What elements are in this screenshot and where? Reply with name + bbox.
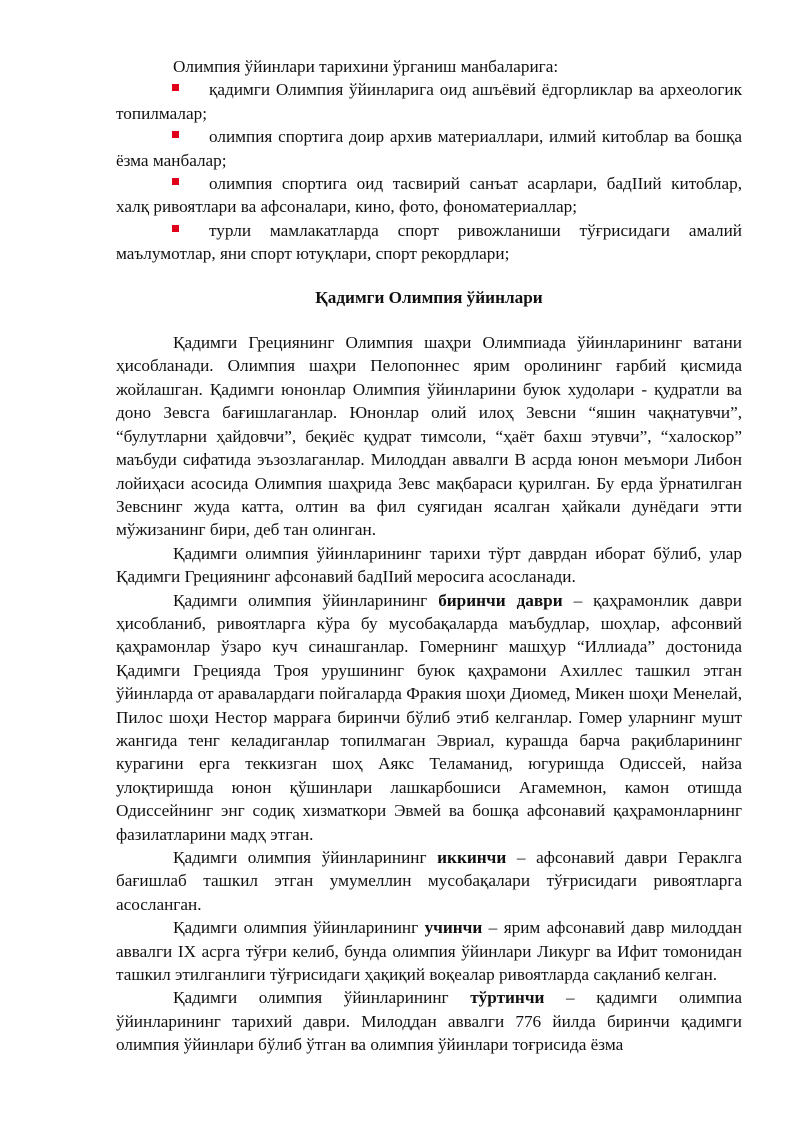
paragraph-lead: Қадимги олимпия ўйинларининг — [173, 848, 438, 867]
bullet-square-icon — [172, 84, 179, 91]
list-item — [116, 172, 742, 219]
list-item-text: олимпия спортига оид тасвирий санъат асарлари, бадIIий китоблар, халқ ривоятлари ва афсоналари, кино, фото, фономатериаллар; — [116, 174, 742, 217]
list-item-text: қадимги Олимпия ўйинларига оид ашъёвий ёдгорликлар ва археологик топилмалар; — [116, 80, 742, 123]
paragraph-lead: Қадимги олимпия ўйинларининг — [173, 590, 439, 610]
bullet-square-icon — [172, 225, 179, 232]
bullet-square-icon — [172, 131, 179, 138]
paragraph-lead: Қадимги олимпия ўйинларининг — [173, 918, 425, 938]
paragraph-third-period — [116, 916, 742, 986]
paragraph-fourth-period — [116, 986, 742, 1056]
paragraph-rest: – қаҳрамонлик даври ҳисобланиб, ривоятларга кўра бу мусобақаларда маъбудлар, шоҳлар, афсонвий қаҳрамонлар ўзаро куч синашганлар. Гомернинг машҳур “Иллиада” достонида Қадимги Грецияда Троя урушининг буюк қаҳрамони Ахиллес ташкил этган ўйинларда от аравалардаги пойгаларда Фракия шоҳи Диомед, Микен шоҳи Менелай, Пилос шоҳи Нестор марраға биринчи бўлиб этиб келганлар. Гомер уларнинг мушт жангида тенг келадиганлар топилмаган Эвриал, курашда барча рақибларининг курагини ерга теккизган шоҳ Аякс Теламанид, югуришда Одиссей, найза улоқтиришда юнон қўшинлари лашкарбошиси Агамемнон, камон отишда Одиссейнинг энг содиқ хизматкори Эвмей ва бошқа афсонавий қаҳрамонларнинг фазилатларини мадҳ этган. — [116, 590, 742, 844]
paragraph-four-periods: Қадимги олимпия ўйинларининг тарихи тўрт даврдан иборат бўлиб, улар Қадимги Грециянинг афсонавий бадIIий меросига асосланади. — [116, 543, 742, 587]
list-item — [116, 219, 742, 266]
paragraph-rest: – афсонавий даври Гераклга бағишлаб ташкил этган умумеллин мусобақалари тўғрисидаги ривоятларга асосланган. — [116, 848, 742, 914]
list-item — [116, 125, 742, 172]
period-term: тўртинчи — [470, 988, 545, 1008]
list-item-text: турли мамлакатларда спорт ривожланиши тўғрисидаги амалий маълумотлар, яни спорт ютуқлари, спорт рекордлари; — [116, 220, 742, 264]
list-item-text: олимпия спортига доир архив материаллари, илмий китоблар ва бошқа ёзма манбалар; — [116, 127, 742, 170]
period-term: учинчи — [424, 918, 483, 938]
paragraph-olympia: Қадимги Грециянинг Олимпия шаҳри Олимпиада ўйинларининг ватани ҳисобланади. Олимпия шаҳри Пелопоннес ярим оролининг ғарбий қисмида жойлашган. Қадимги юнонлар Олимпия ўйинларини буюк худолари - қудратли ва доно Зевсга бағишлаганлар. Юнонлар олий илоҳ Зевсни “яшин чақнатувчи”, “булутларни ҳайдовчи”, беқиёс қудрат тимсоли, “ҳаёт бахш этувчи”, “халоскор” маъбуди сифатида эъзозлаганлар. Милоддан аввалги В асрда юнон меъмори Либон лойиҳаси асосида Олимпия шаҳрида Зевс мақбараси қурилган. Бу ерда ўрнатилган Зевснинг жуда катта, олтин ва фил суягидан ясалган ҳайкали дунёдаги этти мўжизанинг бири, деб тан олинган. — [116, 333, 742, 540]
period-term: иккинчи — [437, 848, 507, 867]
list-item — [116, 78, 742, 125]
document-page — [116, 55, 742, 1057]
sources-intro: Олимпия ўйинлари тарихини ўрганиш манбаларига: — [173, 57, 559, 76]
paragraph-lead: Қадимги олимпия ўйинларининг — [173, 988, 471, 1008]
period-term: биринчи даври — [438, 590, 563, 610]
bullet-square-icon — [172, 178, 179, 185]
paragraph-second-period — [116, 846, 742, 916]
paragraph-rest: – ярим афсонавий давр милоддан аввалги IХ асрга тўғри келиб, бунда олимпия ўйинлари Ликург ва Ифит томонидан ташкил этилганлиги тўғрисидаги ҳақиқий воқеалар ривоятларда сақланиб келган. — [116, 918, 742, 985]
paragraph-rest: – қадимги олимпиа ўйинларининг тарихий даври. Милоддан аввалги 776 йилда биринчи қадимги олимпия ўйинлари бўлиб ўтган ва олимпия ўйинлари тоғрисида ёзма — [116, 988, 742, 1055]
paragraph-first-period — [116, 589, 742, 846]
section-heading: Қадимги Олимпия ўйинлари — [315, 287, 543, 307]
